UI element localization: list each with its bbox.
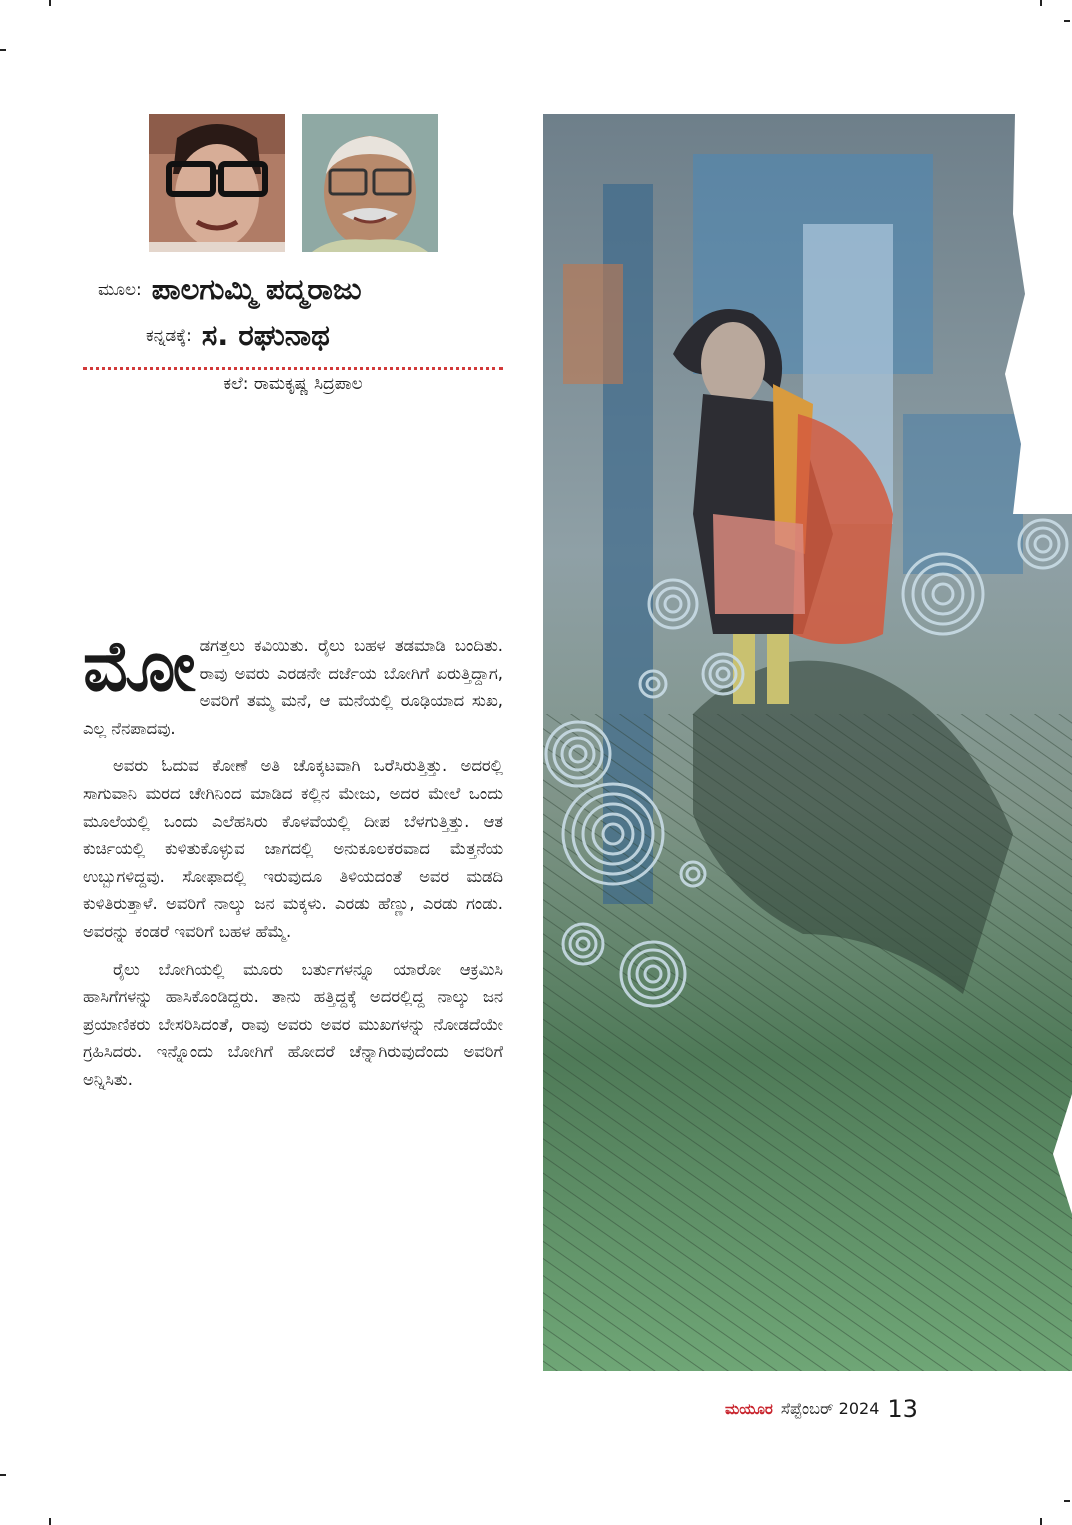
issue-date: ಸೆಪ್ಟೆಂಬರ್ 2024 [780,1399,880,1418]
crop-mark [49,0,51,6]
story-illustration [543,114,1072,1371]
translator-label: ಕನ್ನಡಕ್ಕೆ: [146,325,192,346]
art-credit: ಕಲೆ: ರಾಮಕೃಷ್ಣ ಸಿದ್ರಪಾಲ [223,374,363,394]
crop-mark [0,49,6,51]
crop-mark [1040,1518,1042,1525]
original-label: ಮೂಲ: [98,279,142,300]
page-footer [725,1395,918,1423]
translator-credit [146,318,330,353]
article-body [83,625,503,1104]
drop-cap: ಮೋ [83,625,196,707]
translator-portrait [302,114,438,252]
dotted-divider [83,367,503,370]
crop-mark [0,1474,6,1476]
translator-name: ಸ. ರಘುನಾಥ [201,318,330,352]
crop-mark [1040,0,1042,6]
article-paragraph: ಅವರು ಓದುವ ಕೋಣೆ ಅತಿ ಚೊಕ್ಕಟವಾಗಿ ಒರೆಸಿರುತ್ತಿತ್ತು. ಅದರಲ್ಲಿ ಸಾಗುವಾನಿ ಮರದ ಚೇಗಿನಿಂದ ಮಾಡಿದ ಕಲ್ಲಿನ ಮೇಜು, ಅದರ ಮೇಲೆ ಒಂದು ಮೂಲೆಯಲ್ಲಿ ಒಂದು ಎಲೆಹಸಿರು ಕೊಳವೆಯಲ್ಲಿ ದೀಪ ಬೆಳಗುತ್ತಿತ್ತು. ಆತ ಕುರ್ಚಿಯಲ್ಲಿ ಕುಳಿತುಕೊಳ್ಳುವ ಜಾಗದಲ್ಲಿ ಅನುಕೂಲಕರವಾದ ಮೆತ್ತನೆಯ ಉಬ್ಬುಗಳಿದ್ದವು. ಸೋಫಾದಲ್ಲಿ ಇರುವುದೂ ತಿಳಿಯದಂತೆ ಅವರ ಮಡದಿ ಕುಳಿತಿರುತ್ತಾಳೆ. ಅವರಿಗೆ ನಾಲ್ಕು ಜನ ಮಕ್ಕಳು. ಎರಡು ಹೆಣ್ಣು, ಎರಡು ಗಂಡು. ಅವರನ್ನು ಕಂಡರೆ ಇವರಿಗೆ ಬಹಳ ಹೆಮ್ಮೆ. [83,756,503,941]
article-paragraph: ರೈಲು ಬೋಗಿಯಲ್ಲಿ ಮೂರು ಬರ್ತುಗಳನ್ನೂ ಯಾರೋ ಆಕ್ರಮಿಸಿ ಹಾಸಿಗೆಗಳನ್ನು ಹಾಸಿಕೊಂಡಿದ್ದರು. ತಾನು ಹತ್ತಿದ್ದಕ್ಕೆ ಅದರಲ್ಲಿದ್ದ ನಾಲ್ಕು ಜನ ಪ್ರಯಾಣಿಕರು ಬೇಸರಿಸಿದಂತೆ, ರಾವು ಅವರು ಅವರ ಮುಖಗಳನ್ನು ನೋಡದೆಯೇ ಗ್ರಹಿಸಿದರು. ಇನ್ನೊಂದು ಬೋಗಿಗೆ ಹೋದರೆ ಚೆನ್ನಾಗಿರುವುದೆಂದು ಅವರಿಗೆ ಅನ್ನಿಸಿತು. [83,959,503,1089]
author-portrait [149,114,285,252]
crop-mark [1064,20,1070,22]
page-number: 13 [887,1395,918,1423]
original-author-name: ಪಾಲಗುಮ್ಮಿ ಪದ್ಮರಾಜು [151,272,362,306]
original-author-credit [98,272,362,307]
paragraph-text: ಡಗತ್ತಲು ಕವಿಯಿತು. ರೈಲು ಬಹಳ ತಡಮಾಡಿ ಬಂದಿತು. ರಾವು ಅವರು ಎರಡನೇ ದರ್ಜೆಯ ಬೋಗಿಗೆ ಏರುತ್ತಿದ್ದಾಗ, ಅವರಿಗೆ ತಮ್ಮ ಮನೆ, ಆ ಮನೆಯಲ್ಲಿ ರೂಢಿಯಾದ ಸುಖ, ಎಲ್ಲ ನೆನಪಾದವು. [83,636,503,738]
magazine-logo: ಮಯೂರ [725,1400,773,1418]
article-paragraph [83,625,503,742]
crop-mark [1064,1500,1070,1502]
crop-mark [49,1518,51,1525]
